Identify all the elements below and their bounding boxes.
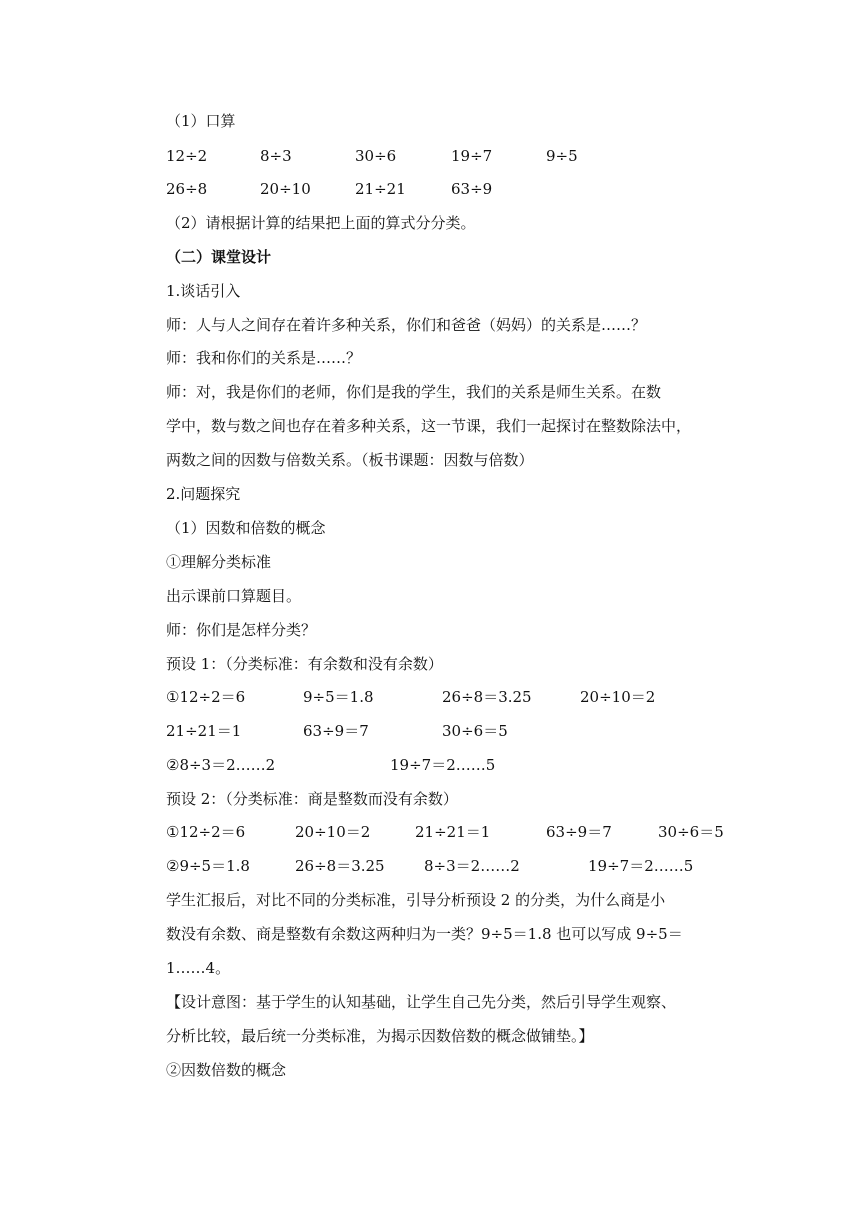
equation: 30÷6＝5 <box>442 722 508 740</box>
paragraph-line: 师：对，我是你们的老师，你们是我的学生，我们的关系是师生关系。在数 <box>166 383 662 401</box>
oral-calc-label: （1）口算 <box>166 112 236 130</box>
preset-1-label: 预设 1：（分类标准：有余数和没有余数） <box>166 655 443 673</box>
equation: 63÷9＝7 <box>546 823 612 841</box>
paragraph-line: 学中，数与数之间也存在着多种关系，这一节课，我们一起探讨在整数除法中， <box>166 417 692 435</box>
equation: 26÷8＝3.25 <box>442 688 532 706</box>
preset-1-row-2 <box>0 720 860 742</box>
preset-2-row-2 <box>0 855 860 877</box>
equation: 30÷6＝5 <box>658 823 724 841</box>
equation: 8÷3＝2……2 <box>424 857 520 875</box>
equation: 20÷10＝2 <box>295 823 371 841</box>
paragraph-line: 1……4。 <box>166 959 231 977</box>
equation: ①12÷2＝6 <box>166 823 246 841</box>
equation: 21÷21＝1 <box>415 823 491 841</box>
expression: 20÷10 <box>260 180 311 198</box>
paragraph-line: 数没有余数、商是整数有余数这两种归为一类？9÷5＝1.8 也可以写成 9÷5＝ <box>166 925 683 943</box>
equation: ②8÷3＝2……2 <box>166 756 276 774</box>
section-title: （二）课堂设计 <box>166 248 272 266</box>
preset-1-row-3 <box>0 754 860 776</box>
preset-2-label: 预设 2：（分类标准：商是整数而没有余数） <box>166 790 458 808</box>
oral-calc-row-1 <box>0 145 860 167</box>
equation: 19÷7＝2……5 <box>588 857 694 875</box>
expression: 19÷7 <box>451 147 493 165</box>
expression: 63÷9 <box>451 180 493 198</box>
explore-heading: 2.问题探究 <box>166 485 241 503</box>
equation: 20÷10＝2 <box>580 688 656 706</box>
preset-1-row-1 <box>0 686 860 708</box>
paragraph-line: 师：你们是怎样分类？ <box>166 621 317 639</box>
expression: 9÷5 <box>546 147 578 165</box>
expression: 26÷8 <box>166 180 208 198</box>
design-intent-line: 分析比较，最后统一分类标准，为揭示因数倍数的概念做铺垫。】 <box>166 1027 594 1045</box>
expression: 30÷6 <box>355 147 397 165</box>
oral-calc-row-2 <box>0 178 860 200</box>
paragraph-line: 师：人与人之间存在着许多种关系，你们和爸爸（妈妈）的关系是……？ <box>166 316 647 334</box>
paragraph-line: 出示课前口算题目。 <box>166 587 302 605</box>
design-intent-line: 【设计意图：基于学生的认知基础，让学生自己先分类，然后引导学生观察、 <box>166 993 677 1011</box>
equation: 21÷21＝1 <box>166 722 242 740</box>
classify-prompt: （2）请根据计算的结果把上面的算式分分类。 <box>166 214 476 232</box>
paragraph-line: 两数之间的因数与倍数关系。（板书课题：因数与倍数） <box>166 451 534 469</box>
equation: 9÷5＝1.8 <box>303 688 374 706</box>
equation: 63÷9＝7 <box>303 722 369 740</box>
equation: ①12÷2＝6 <box>166 688 246 706</box>
equation: 26÷8＝3.25 <box>295 857 385 875</box>
subheading: （1）因数和倍数的概念 <box>166 519 326 537</box>
list-item: ①理解分类标准 <box>166 553 272 571</box>
expression: 21÷21 <box>355 180 406 198</box>
preset-2-row-1 <box>0 821 860 843</box>
intro-heading: 1.谈话引入 <box>166 282 241 300</box>
paragraph-line: 师：我和你们的关系是……？ <box>166 349 362 367</box>
paragraph-line: 学生汇报后，对比不同的分类标准，引导分析预设 2 的分类，为什么商是小 <box>166 891 666 909</box>
equation: ②9÷5＝1.8 <box>166 857 250 875</box>
list-item: ②因数倍数的概念 <box>166 1061 287 1079</box>
expression: 8÷3 <box>260 147 292 165</box>
expression: 12÷2 <box>166 147 208 165</box>
equation: 19÷7＝2……5 <box>390 756 496 774</box>
